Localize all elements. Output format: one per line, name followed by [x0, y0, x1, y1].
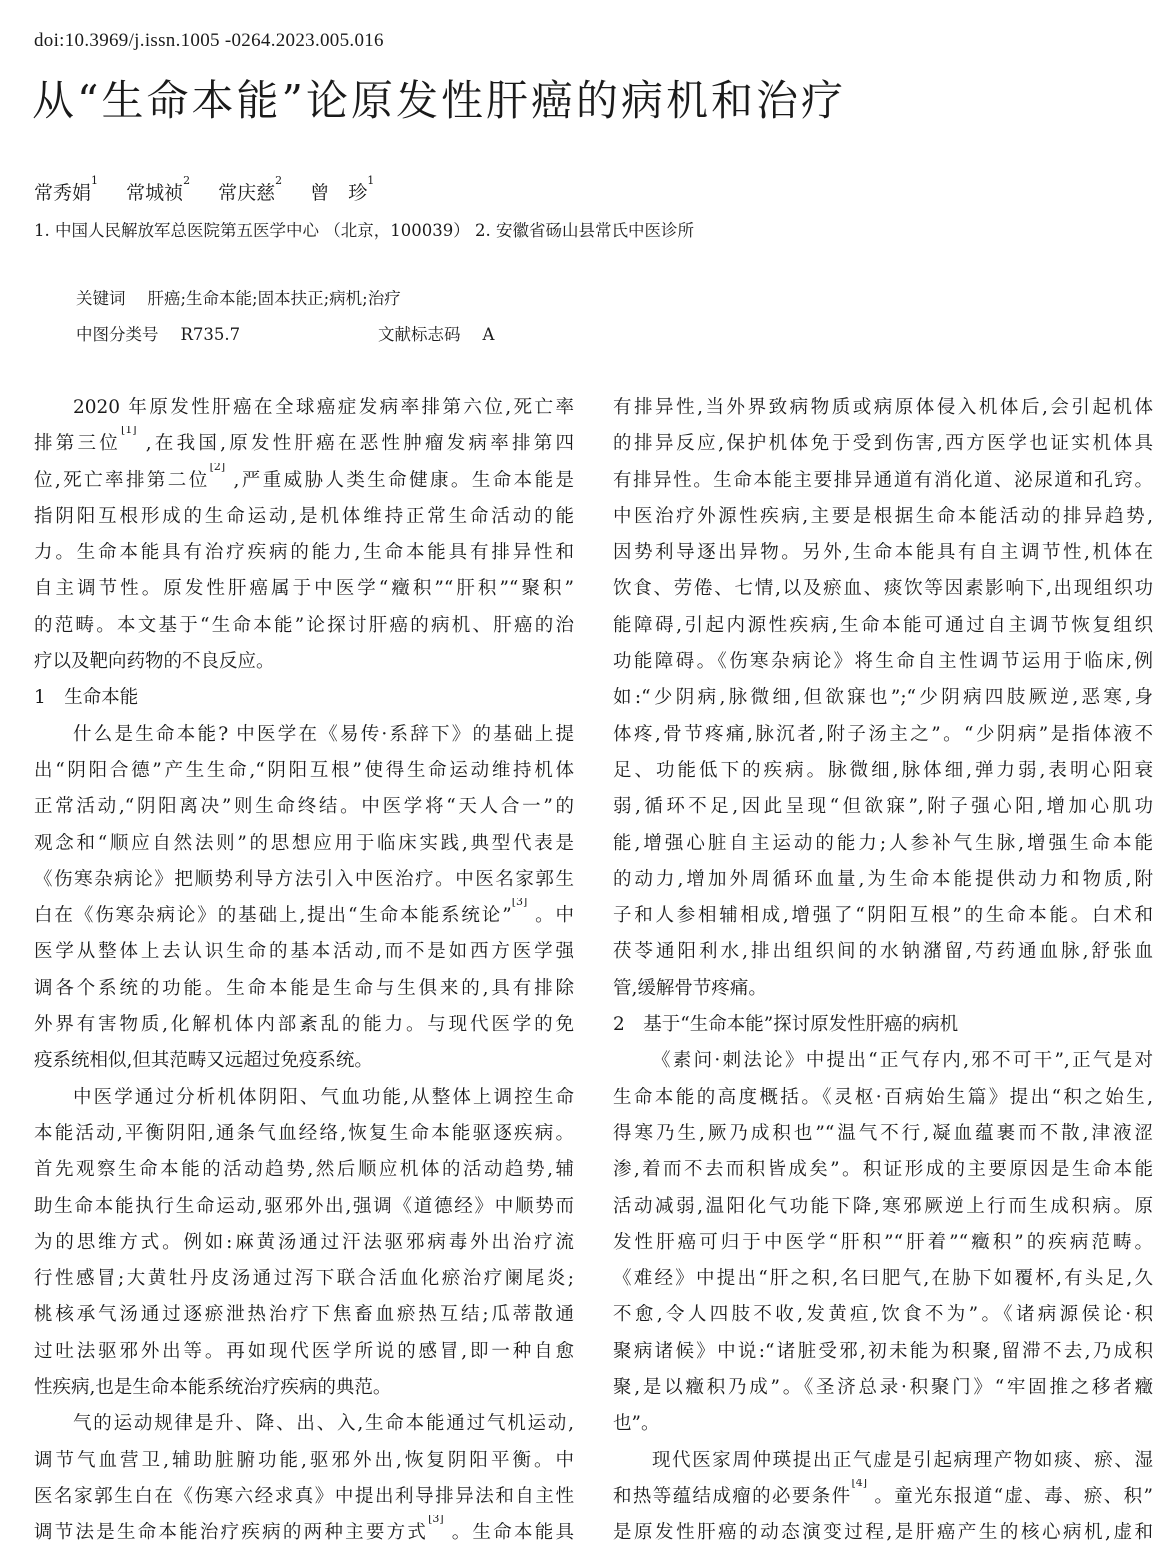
keywords-value: 肝癌;生命本能;固本扶正;病机;治疗 [147, 289, 401, 308]
text-segment: 活动减弱,温阳化气功能下降,寒邪厥逆上行而生成积病。原 [613, 1195, 1153, 1217]
text-segment: 《伤寒杂病论》把顺势利导方法引入中医治疗。中医名家郭生 [34, 868, 574, 890]
text-line [34, 390, 574, 426]
keywords-label: 关键词 [76, 289, 126, 308]
author [218, 174, 283, 204]
text-segment: 的范畴。本文基于“生命本能”论探讨肝癌的病机、肝癌的治 [34, 614, 574, 636]
text-segment: 因势利导逐出异物。另外,生命本能具有自主调节性,机体在 [613, 542, 1153, 564]
text-line [613, 1007, 1153, 1043]
paragraph [613, 390, 1153, 1007]
text-line [34, 1116, 574, 1152]
text-line [34, 644, 574, 680]
text-segment: 。生命本能具 [443, 1522, 574, 1544]
text-segment: 饮食、劳倦、七情,以及瘀血、痰饮等因素影响下,出现组织功 [613, 578, 1153, 600]
text-line [613, 1406, 1153, 1442]
text-segment: 聚病诸候》中说:“诸脏受邪,初未能为积聚,留滞不去,乃成积 [613, 1340, 1153, 1362]
author-name: 常城祯 [126, 182, 184, 204]
text-line [613, 1043, 1153, 1079]
text-line [613, 535, 1153, 571]
text-line [34, 789, 574, 825]
author [310, 174, 375, 204]
text-segment: 排第三位 [34, 433, 121, 455]
text-segment: 子和人参相辅相成,增强了“阴阳互根”的生命本能。白术和 [613, 905, 1153, 927]
text-segment: 渗,着而不去而积皆成矣”。积证形成的主要原因是生命本能 [613, 1159, 1153, 1181]
text-segment: 现代医家周仲瑛提出正气虚是引起病理产物如痰、瘀、湿 [652, 1449, 1153, 1471]
text-line [613, 1515, 1153, 1551]
text-segment: 中医学通过分析机体阴阳、气血功能,从整体上调控生命 [73, 1086, 574, 1108]
classification-value: R735.7 [180, 325, 241, 344]
text-line [613, 1370, 1153, 1406]
text-segment: 。中 [527, 905, 574, 927]
text-line [34, 1080, 574, 1116]
text-segment: 性疾病,也是生命本能系统治疗疾病的典范。 [34, 1377, 392, 1399]
text-line [613, 1189, 1153, 1225]
author-affiliation-mark: 1 [367, 174, 375, 187]
text-line [613, 1443, 1153, 1479]
text-line [34, 1515, 574, 1551]
text-line [34, 535, 574, 571]
body-column-left [34, 390, 574, 1552]
text-line [34, 1297, 574, 1333]
text-segment: 医学从整体上去认识生命的基本活动,而不是如西方医学强 [34, 941, 574, 963]
author-affiliation-mark: 1 [91, 174, 99, 187]
text-line [34, 1152, 574, 1188]
text-segment: 力。生命本能具有治疗疾病的能力,生命本能具有排异性和 [34, 542, 574, 564]
text-segment: ,严重威胁人类生命健康。生命本能是 [225, 469, 574, 491]
keywords [76, 285, 401, 309]
text-line [613, 717, 1153, 753]
text-line [613, 1261, 1153, 1297]
text-line [34, 1007, 574, 1043]
text-line [34, 1479, 574, 1515]
text-segment: 调节法是生命本能治疗疾病的两种主要方式 [34, 1522, 429, 1544]
text-line [613, 862, 1153, 898]
text-segment: 调节气血营卫,辅助脏腑功能,驱邪外出,恢复阴阳平衡。中 [34, 1449, 574, 1471]
text-segment: 管,缓解骨节疼痛。 [613, 977, 767, 999]
paper-title: 从“生命本能”论原发性肝癌的病机和治疗 [32, 76, 846, 125]
section-heading [34, 680, 574, 716]
text-segment: 助生命本能执行生命运动,驱邪外出,强调《道德经》中顺势而 [34, 1195, 574, 1217]
text-segment: 如:“少阴病,脉微细,但欲寐也”;“少阴病四肢厥逆,恶寒,身 [613, 687, 1153, 709]
text-line [34, 1406, 574, 1442]
text-line [34, 426, 574, 462]
text-line [613, 1080, 1153, 1116]
text-line [613, 1334, 1153, 1370]
text-line [34, 1261, 574, 1297]
text-line [34, 571, 574, 607]
author-list [34, 174, 396, 205]
text-line [613, 499, 1153, 535]
body-column-right [613, 390, 1153, 1552]
text-segment: 1 生命本能 [34, 687, 139, 709]
text-line [34, 862, 574, 898]
text-line [34, 1334, 574, 1370]
text-line [613, 753, 1153, 789]
text-line [613, 644, 1153, 680]
text-segment: 白在《伤寒杂病论》的基础上,提出“生命本能系统论” [34, 905, 512, 927]
doi: doi:10.3969/j.issn.1005 -0264.2023.005.016 [34, 30, 384, 51]
text-segment: 疗以及靶向药物的不良反应。 [34, 651, 275, 673]
text-line [613, 1297, 1153, 1333]
text-segment: 什么是生命本能? 中医学在《易传·系辞下》的基础上提 [73, 723, 574, 745]
text-line [613, 390, 1153, 426]
text-line [613, 463, 1153, 499]
text-segment: 本能活动,平衡阴阳,通条气血经络,恢复生命本能驱逐疾病。 [34, 1122, 574, 1144]
text-line [34, 717, 574, 753]
text-line [613, 571, 1153, 607]
citation-ref: [2] [209, 462, 226, 473]
text-segment: 桃核承气汤通过逐瘀泄热治疗下焦畜血瘀热互结;瓜蒂散通 [34, 1304, 574, 1326]
text-line [34, 1443, 574, 1479]
text-segment: 调各个系统的功能。生命本能是生命与生俱来的,具有排除 [34, 977, 574, 999]
text-line [34, 499, 574, 535]
text-segment: ,在我国,原发性肝癌在恶性肿瘤发病率排第四 [136, 433, 574, 455]
text-segment: 疫系统相似,但其范畴又远超过免疫系统。 [34, 1050, 373, 1072]
text-line [34, 1225, 574, 1261]
text-line [613, 971, 1153, 1007]
text-segment: 功能障碍。《伤寒杂病论》将生命自主性调节运用于临床,例 [613, 651, 1153, 673]
text-line [34, 826, 574, 862]
author [126, 174, 191, 204]
text-line [613, 426, 1153, 462]
text-line [613, 789, 1153, 825]
text-segment: 出“阴阳合德”产生生命,“阴阳互根”使得生命运动维持机体 [34, 759, 574, 781]
section-heading [613, 1007, 1153, 1043]
text-segment: 观念和“顺应自然法则”的思想应用于临床实践,典型代表是 [34, 832, 574, 854]
text-segment: 的排异反应,保护机体免于受到伤害,西方医学也证实机体具 [613, 433, 1153, 455]
author-name: 常秀娟 [34, 182, 92, 204]
text-segment: 为的思维方式。例如:麻黄汤通过汗法驱邪病毒外出治疗流 [34, 1231, 574, 1253]
text-line [34, 1043, 574, 1079]
author-name: 曾 珍 [310, 182, 368, 204]
text-segment: 有排异性。生命本能主要排异通道有消化道、泌尿道和孔窍。 [613, 469, 1153, 491]
text-segment: 体疼,骨节疼痛,脉沉者,附子汤主之”。“少阴病”是指体液不 [613, 723, 1153, 745]
citation-ref: [4] [851, 1478, 868, 1489]
text-segment: 过吐法驱邪外出等。再如现代医学所说的感冒,即一种自愈 [34, 1340, 574, 1362]
text-segment: 发性肝癌可归于中医学“肝积”“肝着”“癥积”的疾病范畴。 [613, 1231, 1153, 1253]
text-segment: 首先观察生命本能的活动趋势,然后顺应机体的活动趋势,辅 [34, 1159, 574, 1181]
text-segment: 2 基于“生命本能”探讨原发性肝癌的病机 [613, 1014, 959, 1036]
paragraph [34, 390, 574, 680]
affiliations: 1. 中国人民解放军总医院第五医学中心 （北京，100039） 2. 安徽省砀山县常氏中医诊所 [34, 221, 694, 240]
document-code-label: 文献标志码 [378, 325, 461, 344]
author-affiliation-mark: 2 [183, 174, 191, 187]
paragraph [34, 1080, 574, 1407]
text-line [613, 934, 1153, 970]
text-line [34, 680, 574, 716]
author [34, 174, 99, 204]
text-segment: 正常活动,“阴阳离决”则生命终结。中医学将“天人合一”的 [34, 796, 574, 818]
document-code-value: A [482, 325, 495, 344]
text-segment: 气的运动规律是升、降、出、入,生命本能通过气机运动, [73, 1413, 574, 1435]
text-segment: 茯苓通阳利水,排出组织间的水钠潴留,芍药通血脉,舒张血 [613, 941, 1153, 963]
text-line [34, 753, 574, 789]
citation-ref: [3] [511, 898, 528, 909]
text-segment: 中医治疗外源性疾病,主要是根据生命本能活动的排异趋势, [613, 505, 1153, 527]
text-segment: 也”。 [613, 1413, 660, 1435]
text-line [613, 680, 1153, 716]
paragraph [613, 1443, 1153, 1552]
text-line [34, 898, 574, 934]
text-segment: 2020 年原发性肝癌在全球癌症发病率排第六位,死亡率 [73, 397, 574, 418]
text-line [613, 608, 1153, 644]
text-segment: 足、功能低下的疾病。脉微细,脉体细,弹力弱,表明心阳衰 [613, 759, 1153, 781]
text-segment: 位,死亡率排第二位 [34, 469, 210, 491]
text-segment: 自主调节性。原发性肝癌属于中医学“癥积”“肝积”“聚积” [34, 578, 574, 600]
citation-ref: [3] [428, 1515, 444, 1526]
text-segment: 《难经》中提出“肝之积,名曰肥气,在胁下如覆杯,有头足,久 [613, 1268, 1153, 1290]
text-line [613, 1152, 1153, 1188]
text-segment: 医名家郭生白在《伤寒六经求真》中提出利导排异法和自主性 [34, 1485, 574, 1507]
text-line [613, 1116, 1153, 1152]
text-line [613, 826, 1153, 862]
paragraph [613, 1043, 1153, 1442]
paragraph [34, 717, 574, 1080]
text-segment: 聚,是以癥积乃成”。《圣济总录·积聚门》“牢固推之移者癥 [613, 1377, 1153, 1399]
text-segment: 能,增强心脏自主运动的能力;人参补气生脉,增强生命本能 [613, 832, 1153, 854]
text-segment: 外界有害物质,化解机体内部紊乱的能力。与现代医学的免 [34, 1014, 574, 1036]
text-line [34, 608, 574, 644]
paragraph [34, 1406, 574, 1551]
text-segment: 弱,循环不足,因此呈现“但欲寐”,附子强心阳,增加心肌功 [613, 796, 1153, 818]
text-segment: 行性感冒;大黄牡丹皮汤通过泻下联合活血化瘀治疗阑尾炎; [34, 1268, 574, 1290]
text-segment: 生命本能的高度概括。《灵枢·百病始生篇》提出“积之始生, [613, 1086, 1153, 1108]
text-line [613, 1225, 1153, 1261]
author-name: 常庆慈 [218, 182, 276, 204]
text-segment: 。童光东报道“虚、毒、瘀、积” [867, 1485, 1153, 1507]
text-line [34, 1189, 574, 1225]
text-line [34, 971, 574, 1007]
text-segment: 的动力,增加外周循环血量,为生命本能提供动力和物质,附 [613, 868, 1153, 890]
classification-label: 中图分类号 [76, 325, 159, 344]
classification-number [76, 321, 240, 345]
author-affiliation-mark: 2 [275, 174, 283, 187]
text-segment: 得寒乃生,厥乃成积也”“温气不行,凝血蕴裹而不散,津液涩 [613, 1122, 1153, 1144]
text-line [613, 898, 1153, 934]
document-code [378, 321, 494, 345]
text-segment: 《素问·刺法论》中提出“正气存内,邪不可干”,正气是对 [652, 1050, 1153, 1072]
text-line [34, 1370, 574, 1406]
citation-ref: [1] [121, 426, 137, 437]
text-line [613, 1479, 1153, 1515]
text-segment: 有排异性,当外界致病物质或病原体侵入机体后,会引起机体 [613, 397, 1153, 418]
text-segment: 和热等蕴结成瘤的必要条件 [613, 1485, 852, 1507]
text-segment: 能障碍,引起内源性疾病,生命本能可通过自主调节恢复组织 [613, 614, 1153, 636]
text-segment: 不愈,令人四肢不收,发黄疸,饮食不为”。《诸病源侯论·积 [613, 1304, 1153, 1326]
text-line [34, 934, 574, 970]
text-segment: 是原发性肝癌的动态演变过程,是肝癌产生的核心病机,虚和 [613, 1522, 1153, 1544]
text-segment: 指阴阳互根形成的生命运动,是机体维持正常生命活动的能 [34, 505, 574, 527]
text-line [34, 463, 574, 499]
